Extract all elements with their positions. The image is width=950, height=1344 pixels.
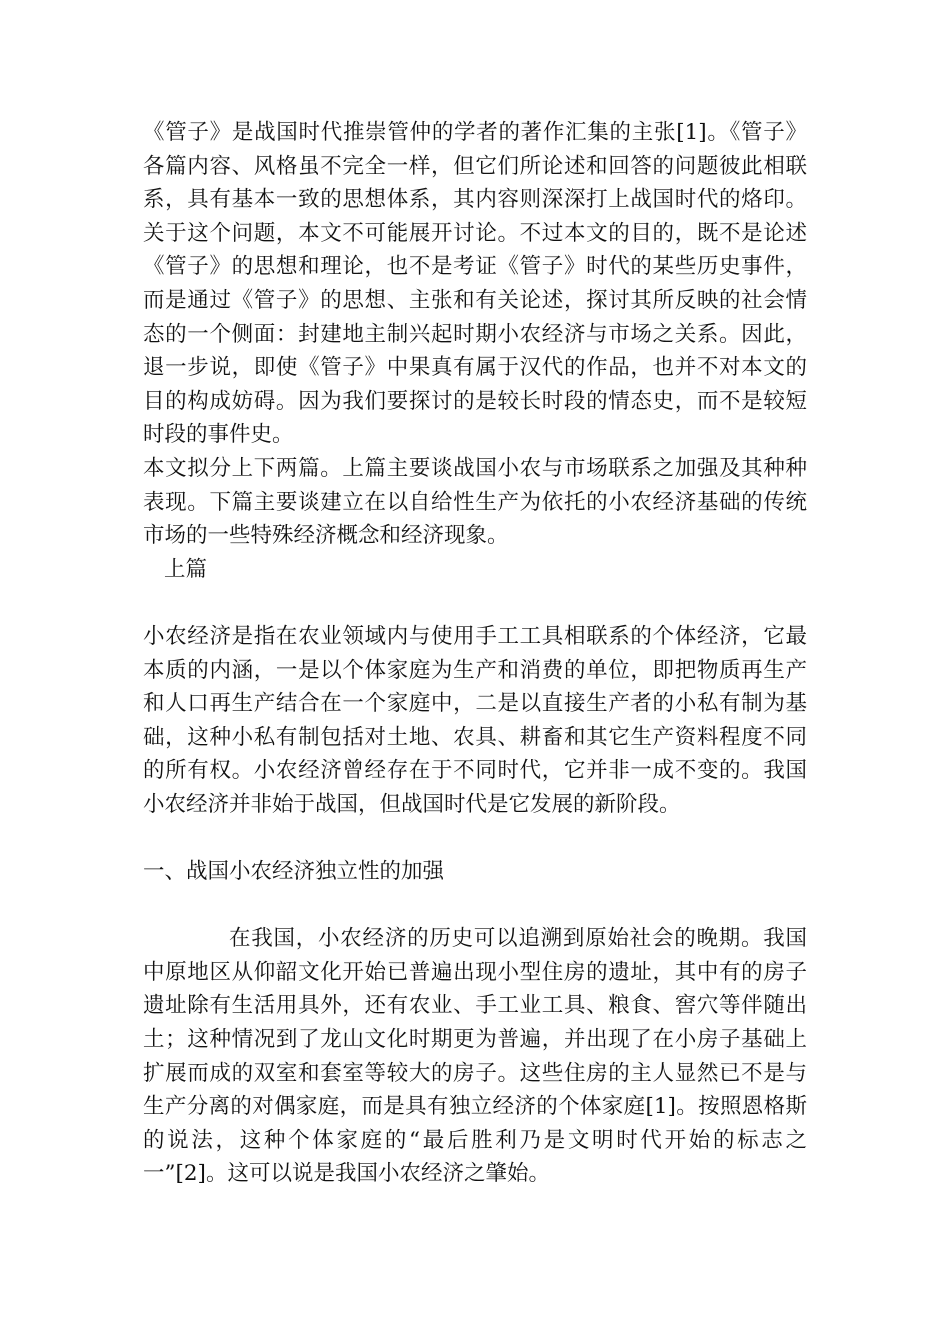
definition-paragraph: 小农经济是指在农业领域内与使用手工工具相联系的个体经济，它最本质的内涵，一是以个体家庭为生产和消费的单位，即把物质再生产和人口再生产结合在一个家庭中，二是以直接生产者的小私有制为基础，这种小私有制包括对土地、农具、耕畜和其它生产资料程度不同的所有权。小农经济曾经存在于不同时代，它并非一成不变的。我国小农经济并非始于战国，但战国时代是它发展的新阶段。 bbox=[143, 623, 807, 817]
intro-paragraph: 《管子》是战国时代推崇管仲的学者的著作汇集的主张[1]。《管子》各篇内容、风格虽不完全一样，但它们所论述和回答的问题彼此相联系，具有基本一致的思想体系，其内容则深深打上战国时代的烙印。关于这个问题，本文不可能展开讨论。不过本文的目的，既不是论述《管子》的思想和理论，也不是考证《管子》时代的某些历史事件，而是通过《管子》的思想、主张和有关论述，探讨其所反映的社会情态的一个侧面：封建地主制兴起时期小农经济与市场之关系。因此，退一步说，即使《管子》中果真有属于汉代的作品，也并不对本文的目的构成妨碍。因为我们要探讨的是较长时段的情态史，而不是较短时段的事件史。 bbox=[143, 120, 807, 448]
blank-line bbox=[143, 586, 807, 620]
document-page bbox=[143, 116, 807, 1191]
section-heading: 一、战国小农经济独立性的加强 bbox=[143, 859, 445, 885]
blank-line bbox=[143, 889, 807, 923]
section-title: 上篇 bbox=[164, 556, 208, 582]
outline-paragraph: 本文拟分上下两篇。上篇主要谈战国小农与市场联系之加强及其种种表现。下篇主要谈建立在以自给性生产为依托的小农经济基础的传统市场的一些特殊经济概念和经济现象。 bbox=[143, 455, 807, 549]
blank-line bbox=[143, 821, 807, 855]
history-paragraph: 在我国，小农经济的历史可以追溯到原始社会的晚期。我国中原地区从仰韶文化开始已普遍出现小型住房的遗址，其中有的房子遗址除有生活用具外，还有农业、手工业工具、粮食、窖穴等伴随出土；这种情况到了龙山文化时期更为普遍，并出现了在小房子基础上扩展而成的双室和套室等较大的房子。这些住房的主人显然已不是与生产分离的对偶家庭，而是具有独立经济的个体家庭[1]。按照恩格斯的说法，这种个体家庭的“最后胜利乃是文明时代开始的标志之一”[2]。这可以说是我国小农经济之肇始。 bbox=[143, 926, 807, 1187]
